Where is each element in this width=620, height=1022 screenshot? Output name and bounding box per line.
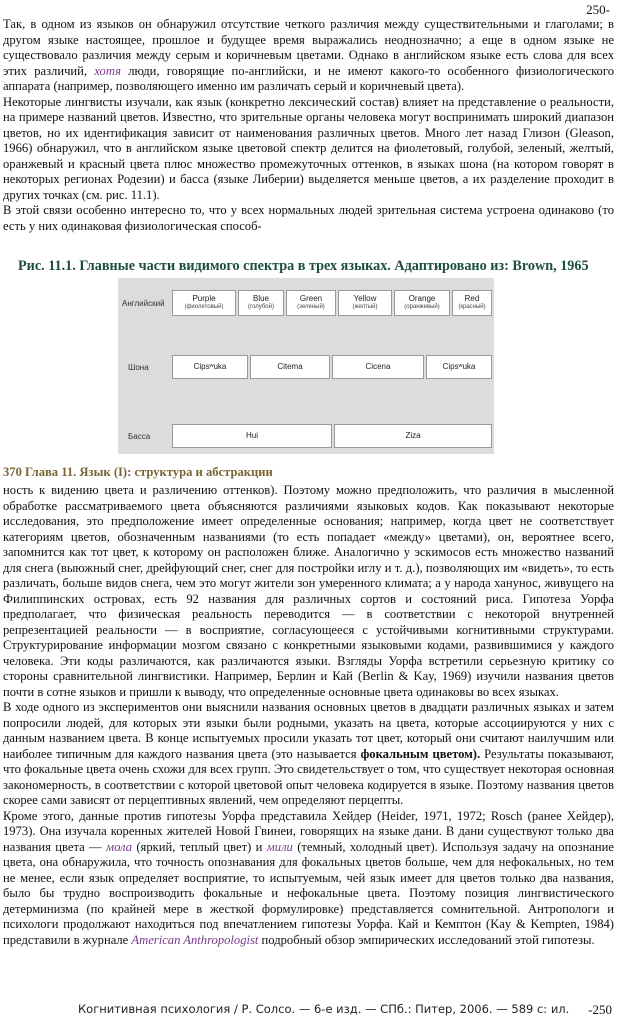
english-cell-purple <box>172 290 236 316</box>
page-number-bottom: -250 <box>588 1002 612 1017</box>
bassa-cell: Ziza <box>334 424 492 448</box>
paragraph <box>3 809 614 949</box>
text-block-top <box>3 17 614 234</box>
shona-cell: Cicena <box>332 355 424 379</box>
paragraph <box>3 700 614 809</box>
bold-term: фокальным цветом). <box>360 746 481 761</box>
english-cell-yellow <box>338 290 392 316</box>
cell-name: Blue <box>252 294 269 303</box>
cell-name: Purple <box>192 294 216 303</box>
text-span: Так, в одном из языков он обнаружил отсутствие четкого различия между существительными и глаголами; в другом языке настоящее, прошлое и будущее время выражались неоднозначно; а еще в одном языке не существовало различия между серым и коричневым цветами. Однако в английском языке есть слова для всех этих различий, <box>3 17 614 78</box>
shona-cell: Cipsʷuka <box>172 355 248 379</box>
figure-caption: Рис. 11.1. Главные части видимого спектра в трех языках. Адаптировано из: Brown, 1965 <box>18 258 589 274</box>
text-span: люди, говорящие по-английски, и не имеют какого-то особенного физиологического аппарата (например, позволяющего именно им различать серый и коричневый цвета). <box>3 63 614 93</box>
row-label-bassa: Басса <box>128 432 151 441</box>
cell-name: Green <box>299 294 323 303</box>
cell-sub: (фиолетовый) <box>184 304 224 310</box>
italic-link[interactable]: мили <box>266 839 293 854</box>
cell-name: Yellow <box>353 294 377 303</box>
paragraph: Некоторые лингвисты изучали, как язык (конкретно лексический состав) влияет на представление о реальности, на примере названий цветов. Известно, что зрительные органы человека могут воспринимать широкий диапазон цветов, но их идентификация зависит от наименования различных цветов. Много лет назад Глизон (Gleason, 1966) обнаружил, что в английском языке цветовой спектр делится на фиолетовый, голубой, зеленый, желтый, оранжевый и красный цвета плюс множество промежуточных оттенков, в языках шона (на котором говорят в некоторых регионах Родезии) и басса (языке Либерии) выделяется меньше цветов, а их разделение проходит в других точках (см. рис. 11.1). <box>3 94 614 202</box>
text-span: Кроме этого, данные против гипотезы Уорфа представила Хейдер (Heider, 1971, 1972; Rosch (ранее Хейдер), 1973). Она изучала коренных жителей Новой Гвинеи, говорящих на языке дани. В дани существуют только два названия цвета — <box>3 808 614 854</box>
english-cell-blue <box>238 290 284 316</box>
text-span: Результаты показывают, что фокальные цвета очень схожи для всех групп. Это свидетельствует о том, что существует некоторая основная закономерность, в соответствии с которой цветовой опыт человека кодируется в языке. Поэтому названия цветов скорее сами зависят от перцептивных явлений, чем определяют перцепты. <box>3 746 614 807</box>
english-cell-orange <box>394 290 450 316</box>
text-block-bottom <box>3 483 614 948</box>
paragraph: ность к видению цвета и различению оттенков). Поэтому можно предположить, что различия в мысленной обработке рассматриваемого цвета объясняются различиями языковых кодов. Как показывают некоторые исследования, это предположение имеет определенные основания; например, когда цвет не соответствует категориям цветов, обозначенным названиями (то есть попадает «между» цветами), он, вероятнее всего, запомнится как тот цвет, к которому он расположен ближе. Аналогично у эскимосов есть множество названий для снега (выюжный снег, дрейфующий снег, снег для постройки иглу и т. д.), позволяющих им «видеть», то есть различать, больше видов снега, чем это могут жители зон умеренного климата; а у народа ханунос, живущего на Филиппинских островах, есть 92 названия для различных сортов и состояний риса. Гипотеза Уорфа предполагает, что физическая реальность переводится — в соответствии с некоторой внутренней репрезентацией реальности — в восприятие, согласующееся с устойчивыми когнитивными структурами. Структурирование информации мозгом связано с конкретными языковыми кодами, развившимися у каждого человека. Эти коды различаются, как различаются языки. Взгляды Уорфа встретили серьезную критику со стороны сравнительной лингвистики. Например, Берлин и Кай (Berlin & Kay, 1969) изучили названия цветов почти в сотне языков и пришли к выводу, что определенные основные цвета одинаковы во всех языках. <box>3 483 614 699</box>
cell-sub: (голубой) <box>248 304 274 310</box>
shona-cell: Cipsʷuka <box>426 355 492 379</box>
paragraph: В этой связи особенно интересно то, что у всех нормальных людей зрительная система устроена одинаково (то есть у них одинаковая физиологическая способ- <box>3 203 614 233</box>
text-span: (темный, холодный цвет). Используя задачу на опознание цвета, она обнаружила, что точность опознавания для фокальных цветов больше, чем для нефокальных, но тем не менее, если язык определяет восприятие, то испытуемым, чей язык имеет для цветов только два названия, было бы трудно воспроизводить фокальные и нефокальные цвета. Поэтому позиция лингвистического детерминизма (по крайней мере в жесткой формулировке) представляется сомнительной. Антропологи и психологи продолжают находиться под впечатлением гипотезы Уорфа. Кай и Кемптон (Kay & Kempten, 1984) представили в журнале <box>3 839 614 947</box>
italic-link[interactable]: American Anthropologist <box>131 932 259 947</box>
cell-sub: (желтый) <box>352 304 378 310</box>
cell-sub: (красный) <box>458 304 486 310</box>
footer-citation: Когнитивная психология / Р. Солсо. — 6-е изд. — СПб.: Питер, 2006. — 589 с: ил. <box>78 1002 570 1016</box>
page-number-top: 250- <box>586 2 610 17</box>
english-cell-red <box>452 290 492 316</box>
cell-sub: (оранжевый) <box>404 304 440 310</box>
bassa-cell: Hui <box>172 424 332 448</box>
text-span: В ходе одного из экспериментов они выяснили названия основных цветов в двадцати различных языках и затем попросили людей, для которых эти языки были родными, указать на цвета, которые ассоциируются у них с данным названием цвета. В конце испытуемых просили указать тот цвет, который они считают наилучшим или наиболее типичным для каждого названия цвета (это называется <box>3 700 614 761</box>
cell-name: Red <box>464 294 480 303</box>
paragraph <box>3 17 614 95</box>
english-cell-green <box>286 290 336 316</box>
spectrum-figure <box>118 278 494 454</box>
shona-cell: Citema <box>250 355 330 379</box>
cell-name: Orange <box>408 294 436 303</box>
text-span: (яркий, теплый цвет) и <box>132 839 267 854</box>
cell-sub: (зеленый) <box>297 304 325 310</box>
italic-link[interactable]: хотя <box>94 63 121 78</box>
chapter-header: 370 Глава 11. Язык (I): структура и абстракции <box>3 465 273 479</box>
row-label-shona: Шона <box>128 363 149 372</box>
row-label-english: Английский <box>122 299 165 308</box>
italic-link[interactable]: мола <box>106 839 132 854</box>
text-span: подробный обзор эмпирических исследований этой гипотезы. <box>258 932 595 947</box>
